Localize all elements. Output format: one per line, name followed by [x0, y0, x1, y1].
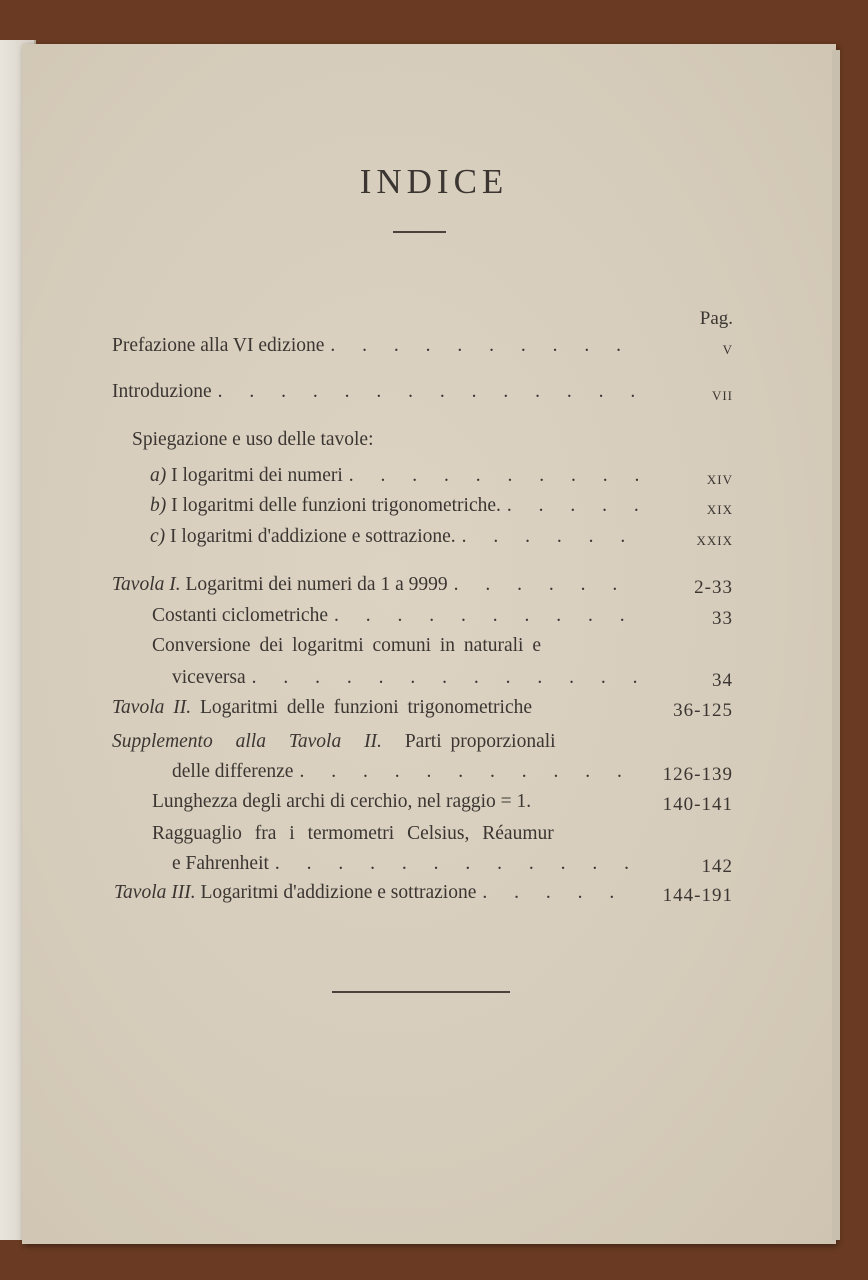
- entry-label: [114, 880, 476, 906]
- dot-leader: [454, 572, 640, 598]
- toc-entry: [112, 379, 640, 405]
- entry-page: v: [722, 338, 733, 359]
- entry-text: I logaritmi delle funzioni trigonometriche.: [171, 495, 501, 516]
- dot-leader: [507, 493, 640, 519]
- page-edge: [832, 50, 840, 1240]
- toc-entry: [152, 789, 640, 815]
- toc-entry-continuation: [172, 851, 640, 877]
- entry-text: Logaritmi delle funzioni trigonometriche: [200, 697, 533, 718]
- entry-page: 140-141: [662, 794, 733, 815]
- entry-label: Spiegazione e uso delle tavole:: [132, 429, 374, 450]
- toc-entry: [150, 493, 640, 519]
- toc-entry-continuation: [172, 665, 640, 691]
- dot-leader: [218, 379, 640, 405]
- dot-leader: [275, 851, 640, 877]
- entry-page: 36-125: [673, 700, 733, 721]
- entry-label: [112, 572, 448, 598]
- entry-label: Lunghezza degli archi di cerchio, nel raggio = 1.: [152, 791, 532, 812]
- entry-prefix: Tavola I.: [112, 574, 181, 595]
- entry-page: 126-139: [662, 764, 733, 785]
- entry-page: 33: [712, 608, 733, 629]
- toc-section-heading: [132, 427, 640, 453]
- entry-label: [150, 493, 501, 519]
- entry-prefix: Tavola III.: [114, 882, 196, 903]
- dot-leader: [330, 333, 640, 359]
- toc-entry: [152, 603, 640, 629]
- entry-label: Prefazione alla VI edizione: [112, 335, 325, 356]
- title-rule: [393, 231, 446, 233]
- dot-leader: [349, 463, 640, 489]
- dot-leader: [462, 524, 640, 550]
- entry-label: [150, 524, 456, 550]
- toc-entry: [150, 463, 640, 489]
- entry-label: [112, 695, 532, 721]
- entry-prefix: c): [150, 526, 166, 547]
- toc-entry: [150, 524, 640, 550]
- entry-prefix: b): [150, 495, 167, 516]
- toc-entry: [152, 633, 640, 659]
- entry-label: viceversa: [172, 667, 246, 688]
- entry-prefix: a): [150, 465, 167, 486]
- toc-entry: [112, 729, 640, 755]
- dot-leader: [252, 665, 640, 691]
- entry-page: xix: [706, 498, 733, 519]
- entry-prefix: Supplemento alla Tavola II.: [112, 731, 382, 752]
- entry-label: [150, 463, 343, 489]
- toc-entry: [152, 821, 640, 847]
- entry-page: xiv: [706, 468, 733, 489]
- entry-label: Conversione dei logaritmi comuni in naturali e: [152, 635, 541, 656]
- entry-page: 144-191: [662, 885, 733, 906]
- entry-prefix: Tavola II.: [112, 697, 192, 718]
- page-column-header: Pag.: [699, 308, 733, 329]
- toc-entry: [114, 880, 640, 906]
- closing-rule: [332, 991, 510, 993]
- entry-label: delle differenze: [172, 761, 294, 782]
- toc-entry: [112, 572, 640, 598]
- entry-label: [112, 729, 556, 755]
- dot-leader: [482, 880, 640, 906]
- entry-text: I logaritmi d'addizione e sottrazione.: [170, 526, 456, 547]
- page-title: INDICE: [359, 162, 509, 201]
- entry-page: vii: [711, 384, 733, 405]
- entry-text: I logaritmi dei numeri: [171, 465, 343, 486]
- entry-label: Costanti ciclometriche: [152, 605, 328, 626]
- entry-label: e Fahrenheit: [172, 853, 269, 874]
- entry-page: 142: [701, 856, 733, 877]
- dot-leader: [334, 603, 640, 629]
- entry-page: 2-33: [694, 577, 733, 598]
- toc-entry-continuation: [172, 759, 640, 785]
- entry-label: Ragguaglio fra i termometri Celsius, Réaumur: [152, 823, 554, 844]
- dot-leader: [299, 759, 640, 785]
- entry-text: Logaritmi d'addizione e sottrazione: [200, 882, 477, 903]
- entry-text: Logaritmi dei numeri da 1 a 9999: [185, 574, 448, 595]
- entry-label: Introduzione: [112, 381, 212, 402]
- toc-entry: [112, 333, 640, 359]
- entry-text: Parti proporzionali: [404, 731, 556, 752]
- entry-page: 34: [712, 670, 733, 691]
- toc-entry: [112, 695, 640, 721]
- entry-page: xxix: [696, 529, 733, 550]
